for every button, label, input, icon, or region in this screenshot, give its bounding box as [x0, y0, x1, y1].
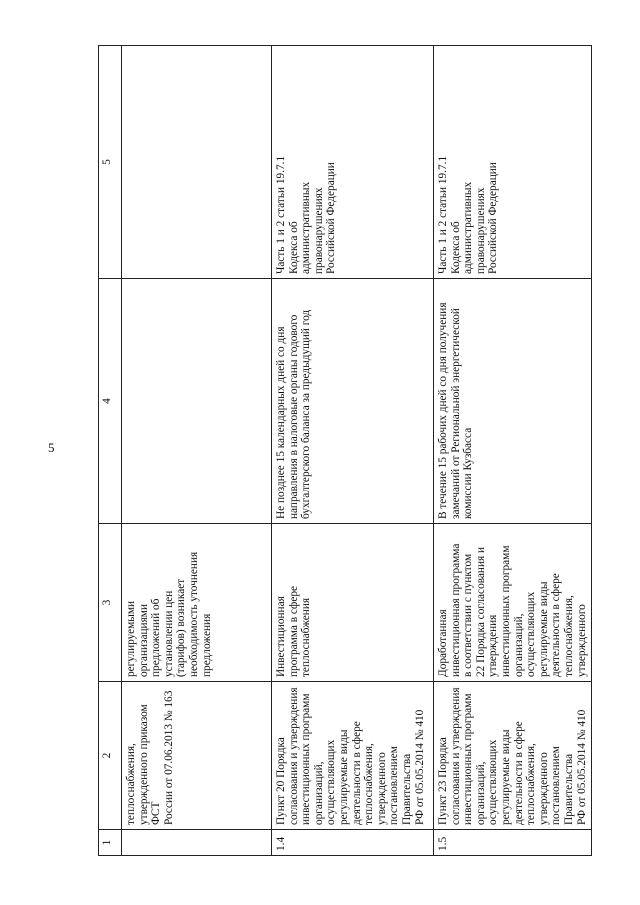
header-cell-4: 4 — [99, 279, 122, 524]
page-number: 5 — [48, 440, 55, 455]
rotated-table-container — [98, 46, 588, 856]
document-cell: Доработанная инвестиционная программа в соответствии с пунктом 22 Порядка согласования и утверждения инвестиционных программ организаций, осуществляющих регулируемые виды деятельности в сфере теплоснабжения, утвержденного — [434, 524, 592, 682]
document-cell: регулируемыми организациями предложений об установлении цен (тарифов) возникает необходимость уточнения предложения — [122, 524, 272, 682]
table-row — [434, 46, 592, 856]
regulation-table — [98, 45, 592, 856]
table-header-row — [99, 46, 122, 856]
liability-cell: Часть 1 и 2 статьи 19.7.1 Кодекса об административных правонарушениях Российской Федерации — [434, 46, 592, 279]
deadline-cell: Не позднее 15 календарных дней со дня направления в налоговые органы годового бухгалтерского баланса за предыдущий год — [272, 279, 434, 524]
header-cell-5: 5 — [99, 46, 122, 279]
table-row — [122, 46, 272, 856]
deadline-cell: В течение 15 рабочих дней со дня получения замечаний от Региональной энергетической комиссии Кузбасса — [434, 279, 592, 524]
row-number — [122, 830, 272, 856]
document-cell: Инвестиционная программа в сфере теплоснабжения — [272, 524, 434, 682]
header-cell-1: 1 — [99, 830, 122, 856]
legal-basis-cell: Пункт 23 Порядка согласования и утверждения инвестиционных программ организаций, осуществляющих регулируемые виды деятельности в сфере теплоснабжения, утвержденного постановлением Правительства РФ от 05.05.2014 № 410 — [434, 682, 592, 830]
deadline-cell — [122, 279, 272, 524]
legal-basis-cell: Пункт 20 Порядка согласования и утверждения инвестиционных программ организаций, осуществляющих регулируемые виды деятельности в сфере теплоснабжения, утвержденного постановлением Правительства РФ от 05.05.2014 № 410 — [272, 682, 434, 830]
row-number: 1.4 — [272, 830, 434, 856]
liability-cell — [122, 46, 272, 279]
table-row — [272, 46, 434, 856]
header-cell-2: 2 — [99, 682, 122, 830]
row-number: 1.5 — [434, 830, 592, 856]
liability-cell: Часть 1 и 2 статьи 19.7.1 Кодекса об административных правонарушениях Российской Федерации — [272, 46, 434, 279]
header-cell-3: 3 — [99, 524, 122, 682]
legal-basis-cell: теплоснабжения, утвержденного приказом ФСТ России от 07.06.2013 № 163 — [122, 682, 272, 830]
